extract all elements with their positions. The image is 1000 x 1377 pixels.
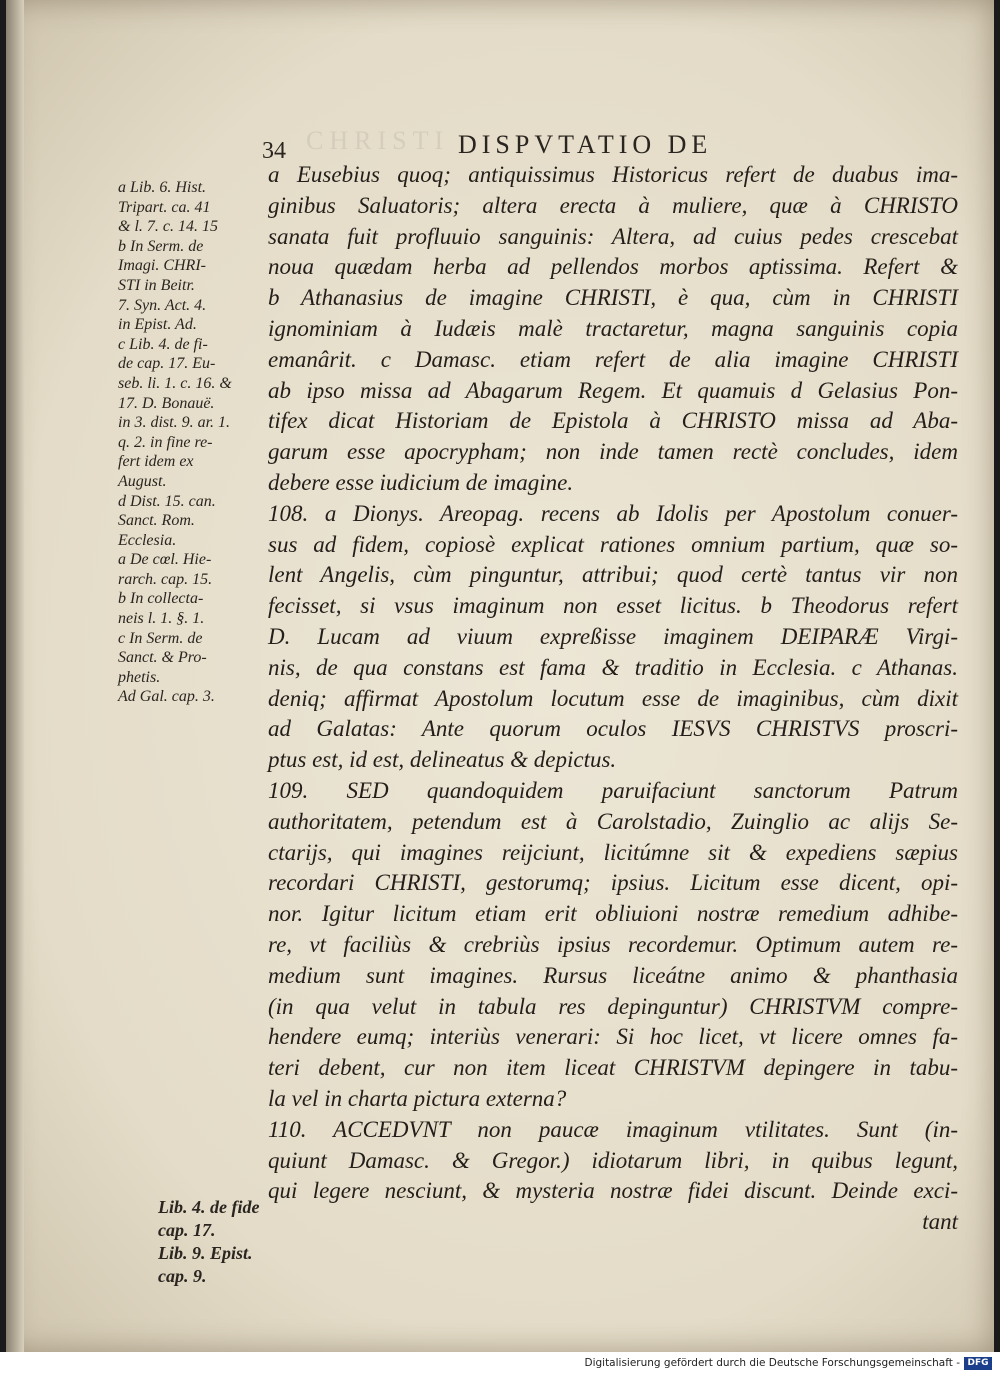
dfg-logo: DFG — [964, 1357, 992, 1370]
text-line: 108. a Dionys. Areopag. recens ab Idolis per Apostolum conuer- — [268, 500, 958, 526]
text-line: a De cœl. Hie- — [118, 551, 212, 569]
text-line: neis l. 1. §. 1. — [118, 610, 205, 628]
text-line: garum esse apocrypham; non inde tamen rectè concludes, idem — [268, 439, 958, 465]
text-line: 110. ACCEDVNT non paucæ imaginum vtilitates. Sunt (in- — [268, 1116, 958, 1142]
margin-notes — [118, 178, 268, 707]
text-line: b In Serm. de — [118, 237, 204, 255]
text-line: debere esse iudicium de imagine. — [268, 469, 574, 495]
text-line: Sanct. & Pro- — [118, 649, 207, 667]
text-line: in Epist. Ad. — [118, 316, 197, 334]
text-line: c In Serm. de — [118, 629, 203, 647]
text-line: tant — [922, 1209, 958, 1235]
text-line: teri debent, cur non item liceat CHRISTVM depingere in tabu- — [268, 1055, 958, 1081]
text-line: sanata fuit profluuio sanguinis: Altera, ad cuius pedes crescebat — [268, 223, 958, 249]
text-line: a Lib. 6. Hist. — [118, 179, 207, 196]
text-line: a Eusebius quoq; antiquissimus Historicus refert de duabus ima- — [268, 162, 958, 187]
text-line: ignominiam à Iudæis malè tractaretur, magna sanguinis copia — [268, 315, 958, 341]
main-text — [268, 160, 958, 1238]
text-line: nis, de qua constans est fama & traditio in Ecclesia. c Athanas. — [268, 654, 958, 680]
text-line: Imagi. CHRI- — [118, 257, 206, 275]
text-line: re, vt faciliùs & crebriùs ipsius recordemur. Optimum autem re- — [268, 931, 958, 957]
text-line: in 3. dist. 9. ar. 1. — [118, 414, 231, 432]
book-page — [6, 0, 994, 1352]
text-line: cap. 17. — [158, 1220, 216, 1240]
text-line: nor. Igitur licitum etiam erit obliuioni nostræ remedium adhibe- — [268, 901, 958, 927]
text-line: q. 2. in fine re- — [118, 433, 213, 451]
text-line: 17. D. Bonauë. — [118, 394, 215, 412]
text-line: la vel in charta pictura externa? — [268, 1085, 567, 1111]
text-line: emanârit. c Damasc. etiam refert de alia imagine CHRISTI — [268, 346, 958, 372]
text-line: ad Galatas: Ante quorum oculos IESVS CHRISTVS proscri- — [268, 716, 958, 742]
text-line: hendere eumq; interiùs venerari: Si hoc licet, vt licere omnes fa- — [268, 1024, 958, 1050]
text-line: tifex dicat Historiam de Epistola à CHRISTO missa ad Aba- — [268, 408, 958, 434]
page-number: 34 — [262, 138, 286, 164]
text-line: quiunt Damasc. & Gregor.) idiotarum libri, in quibus legunt, — [268, 1147, 958, 1173]
text-line: rarch. cap. 15. — [118, 570, 213, 588]
text-line: Ecclesia. — [118, 531, 177, 549]
text-line: Tripart. ca. 41 — [118, 198, 211, 216]
footer-credit: Digitalisierung gefördert durch die Deutsche Forschungsgemeinschaft - — [584, 1357, 960, 1369]
text-line: 109. SED quandoquidem paruifaciunt sanctorum Patrum — [268, 777, 958, 803]
text-line: authoritatem, petendum est à Carolstadio, Zuinglio ac alijs Se- — [268, 808, 958, 834]
text-line: seb. li. 1. c. 16. & — [118, 374, 232, 392]
text-line: lent Angelis, cùm pinguntur, attribui; quod certè tantus vir non — [268, 562, 958, 588]
text-line: fecisset, si vsus imaginum non esset licitus. b Theodorus refert — [268, 593, 958, 619]
text-line: noua quædam herba ad pellendos morbos aptissima. Refert & — [268, 254, 958, 280]
text-line: Lib. 9. Epist. — [158, 1243, 253, 1263]
text-line: deniq; affirmat Apostolum locutum esse de imaginibus, cùm dixit — [268, 685, 958, 711]
running-title: DISPVTATIO DE — [458, 130, 713, 159]
text-line: fert idem ex — [118, 453, 194, 471]
text-line: de cap. 17. Eu- — [118, 355, 216, 373]
text-line: ab ipso missa ad Abagarum Regem. Et quamuis d Gelasius Pon- — [268, 377, 958, 403]
text-line: phetis. — [118, 668, 161, 686]
text-line: Lib. 4. de fide — [158, 1197, 260, 1217]
text-line: qui legere nesciunt, & mysteria nostræ fidei discunt. Deinde exci- — [268, 1178, 958, 1204]
text-line: D. Lucam ad viuum expreßisse imaginem DEIPARÆ Virgi- — [268, 623, 958, 649]
text-line: ctarijs, qui imagines reijciunt, licitúmne sit & expediens sæpius — [268, 839, 958, 865]
text-line: STI in Beitr. — [118, 276, 195, 294]
bleed-through-text: CHRISTI — [306, 126, 450, 155]
text-line: Sanct. Rom. — [118, 512, 195, 530]
text-line: d Dist. 15. can. — [118, 492, 216, 510]
text-line: (in qua velut in tabula res depinguntur) CHRISTVM compre- — [268, 993, 958, 1019]
text-line: August. — [118, 472, 167, 490]
footer-bar — [0, 1352, 1000, 1377]
text-line: & l. 7. c. 14. 15 — [118, 218, 218, 236]
text-line: recordari CHRISTI, gestorumq; ipsius. Licitum esse dicent, opi- — [268, 870, 958, 896]
text-line: sus ad fidem, copiosè explicat rationes omnium partium, quæ so- — [268, 531, 958, 557]
text-line: b Athanasius de imagine CHRISTI, è qua, cùm in CHRISTI — [268, 285, 958, 311]
text-line: 7. Syn. Act. 4. — [118, 296, 207, 314]
text-line: ginibus Saluatoris; altera erecta à muliere, quæ à CHRISTO — [268, 192, 958, 218]
text-line: ptus est, id est, delineatus & depictus. — [268, 747, 617, 773]
text-line: Ad Gal. cap. 3. — [118, 688, 215, 706]
text-line: cap. 9. — [158, 1266, 207, 1286]
text-line: c Lib. 4. de fi- — [118, 335, 208, 353]
page-gutter — [6, 0, 24, 1352]
text-line: b In collecta- — [118, 590, 204, 608]
margin-notes-lower — [158, 1196, 259, 1288]
text-line: medium sunt imagines. Rursus liceátne animo & phanthasia — [268, 962, 958, 988]
